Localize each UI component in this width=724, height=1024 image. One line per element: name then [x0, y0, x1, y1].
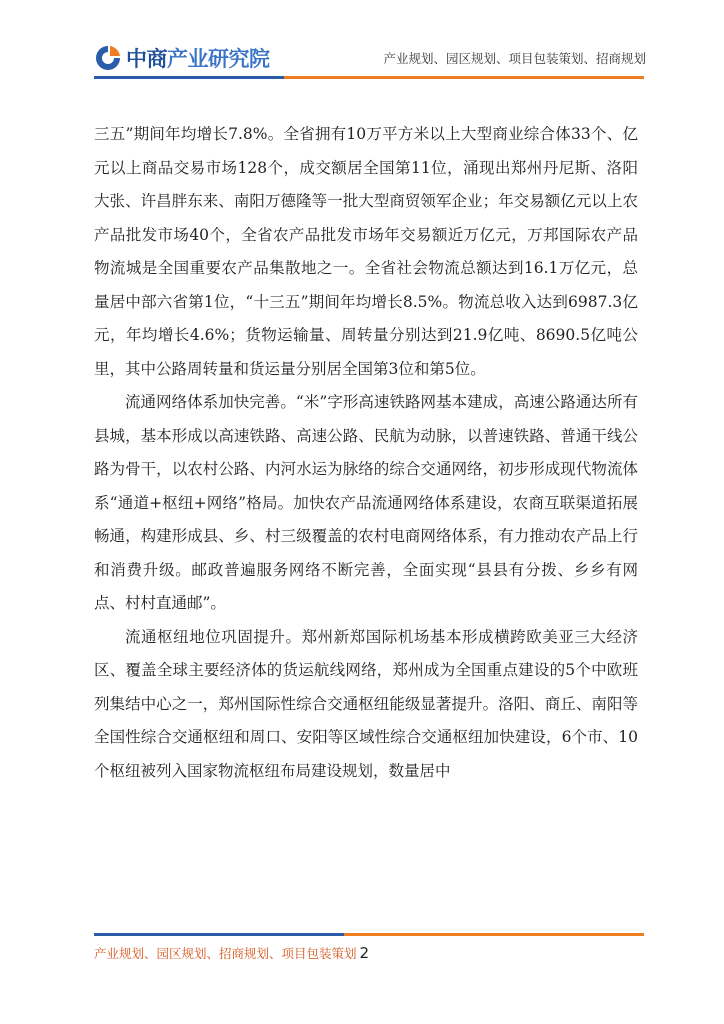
paragraph-3: 流通枢纽地位巩固提升。郑州新郑国际机场基本形成横跨欧美亚三大经济区、覆盖全球主要经济体的货运航线网络，郑州成为全国重点建设的5个中欧班列集结中心之一，郑州国际性综合交通枢纽能级显著提升。洛阳、商丘、南阳等全国性综合交通枢纽和周口、安阳等区域性综合交通枢纽加快建设，6个市、10个枢纽被列入国家物流枢纽布局建设规划，数量居中	[94, 627, 638, 780]
footer-divider-blue	[94, 933, 344, 936]
footer-divider-orange	[344, 933, 644, 936]
paragraph-2: 流通网络体系加快完善。“米”字形高速铁路网基本建成，高速公路通达所有县城，基本形成以高速铁路、高速公路、民航为动脉，以普速铁路、普通干线公路为骨干，以农村公路、内河水运为脉络的综合交通网络，初步形成现代物流体系“通道+枢纽+网络”格局。加快农产品流通网络体系建设，农商互联渠道拓展畅通，构建形成县、乡、村三级覆盖的农村电商网络体系，有力推动农产品上行和消费升级。邮政普遍服务网络不断完善，全面实现“县县有分拨、乡乡有网点、村村直通邮”。	[94, 393, 638, 612]
footer-text: 产业规划、园区规划、招商规划、项目包装策划	[94, 946, 357, 961]
logo	[94, 44, 270, 72]
logo-text-part1: 中商	[126, 47, 167, 71]
document-body	[94, 118, 638, 788]
logo-text-part2: 产业研究院	[167, 47, 270, 71]
paragraph-1: 三五”期间年均增长7.8%。全省拥有10万平方米以上大型商业综合体33个、亿元以上商品交易市场128个，成交额居全国第11位，涌现出郑州丹尼斯、洛阳大张、许昌胖东来、南阳万德隆等一批大型商贸领军企业；年交易额亿元以上农产品批发市场40个，全省农产品批发市场年交易额近万亿元，万邦国际农产品物流城是全国重要农产品集散地之一。全省社会物流总额达到16.1万亿元，总量居中部六省第1位，“十三五”期间年均增长8.5%。物流总收入达到6987.3亿元，年均增长4.6%；货物运输量、周转量分别达到21.9亿吨、8690.5亿吨公里，其中公路周转量和货运量分别居全国第3位和第5位。	[94, 125, 638, 378]
logo-icon	[94, 44, 122, 72]
header-tagline: 产业规划、园区规划、项目包装策划、招商规划	[383, 51, 646, 66]
logo-text	[126, 43, 270, 73]
page-number: 2	[359, 944, 370, 962]
footer	[94, 944, 369, 962]
header-divider-orange	[284, 76, 644, 79]
header-divider-blue	[94, 76, 284, 79]
